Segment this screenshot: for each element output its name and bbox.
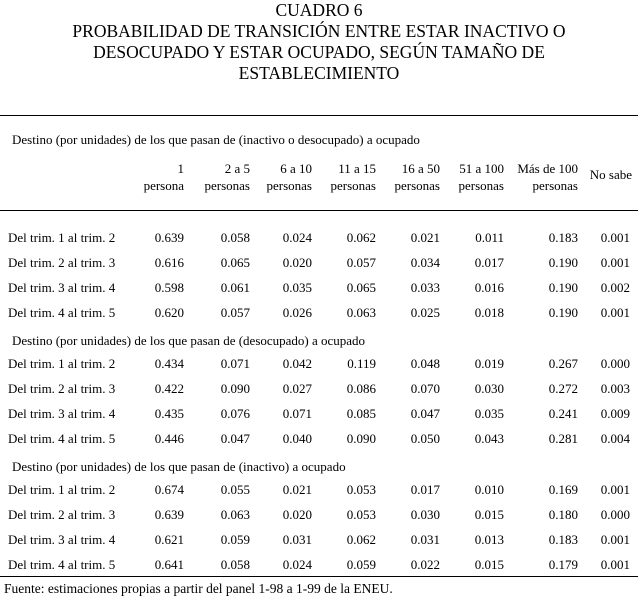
- table-cell: 0.241: [548, 406, 578, 421]
- row-label: Del trim. 3 al trim. 4: [8, 406, 116, 421]
- table-cell: 0.020: [282, 255, 312, 270]
- table-cell: 0.446: [154, 431, 184, 446]
- table-cell: 0.024: [282, 557, 312, 572]
- table-cell: 0.009: [600, 406, 630, 421]
- title-line-2: PROBABILIDAD DE TRANSICIÓN ENTRE ESTAR INACTIVO O: [72, 21, 566, 41]
- table-cell: 0.183: [548, 532, 578, 547]
- table-cell: 0.190: [548, 305, 578, 320]
- section-label-1: Destino (por unidades) de los que pasan de (inactivo o desocupado) a ocupado: [12, 132, 420, 147]
- column-header-5: 16 a 50 personas: [394, 161, 440, 193]
- table-cell: 0.053: [346, 482, 376, 497]
- table-cell: 0.090: [220, 381, 250, 396]
- table-cell: 0.616: [154, 255, 184, 270]
- table-cell: 0.086: [346, 381, 376, 396]
- table-cell: 0.639: [154, 507, 184, 522]
- column-header-4: 11 a 15 personas: [330, 161, 376, 193]
- table-cell: 0.047: [220, 431, 250, 446]
- table-cell: 0.047: [410, 406, 440, 421]
- table-cell: 0.002: [600, 280, 630, 295]
- table-cell: 0.050: [410, 431, 440, 446]
- table-cell: 0.024: [282, 230, 312, 245]
- table-cell: 0.004: [600, 431, 630, 446]
- row-label: Del trim. 4 al trim. 5: [8, 557, 116, 572]
- table-cell: 0.000: [600, 356, 630, 371]
- column-header-8: No sabe: [589, 167, 632, 182]
- table-cell: 0.001: [600, 482, 630, 497]
- table-cell: 0.048: [410, 356, 440, 371]
- table-cell: 0.281: [548, 431, 578, 446]
- table-cell: 0.065: [220, 255, 250, 270]
- table-cell: 0.061: [220, 280, 250, 295]
- table-cell: 0.030: [474, 381, 504, 396]
- table-cell: 0.020: [282, 507, 312, 522]
- bottom-rule: [0, 576, 638, 577]
- table-cell: 0.180: [548, 507, 578, 522]
- table-cell: 0.641: [154, 557, 184, 572]
- row-label: Del trim. 2 al trim. 3: [8, 255, 116, 270]
- table-cell: 0.059: [346, 557, 376, 572]
- table-cell: 0.025: [410, 305, 440, 320]
- table-cell: 0.179: [548, 557, 578, 572]
- table-cell: 0.015: [474, 557, 504, 572]
- table-cell: 0.053: [346, 507, 376, 522]
- table-cell: 0.040: [282, 431, 312, 446]
- table-cell: 0.030: [410, 507, 440, 522]
- row-label: Del trim. 2 al trim. 3: [8, 507, 116, 522]
- table-cell: 0.063: [346, 305, 376, 320]
- table-cell: 0.062: [346, 532, 376, 547]
- table-cell: 0.435: [154, 406, 184, 421]
- table-cell: 0.001: [600, 230, 630, 245]
- title-line-3: DESOCUPADO Y ESTAR OCUPADO, SEGÚN TAMAÑO DE: [93, 42, 545, 62]
- row-label: Del trim. 4 al trim. 5: [8, 305, 116, 320]
- table-cell: 0.018: [474, 305, 504, 320]
- section-label-2: Destino (por unidades) de los que pasan de (desocupado) a ocupado: [12, 333, 366, 348]
- table-cell: 0.190: [548, 280, 578, 295]
- row-label: Del trim. 1 al trim. 2: [8, 230, 116, 245]
- table-cell: 0.621: [154, 532, 184, 547]
- table-cell: 0.434: [154, 356, 184, 371]
- table-cell: 0.011: [475, 230, 504, 245]
- table-cell: 0.026: [282, 305, 312, 320]
- column-header-6: 51 a 100 personas: [458, 161, 504, 193]
- table-cell: 0.090: [346, 431, 376, 446]
- table-cell: 0.639: [154, 230, 184, 245]
- column-header-1: 1 persona: [143, 161, 184, 193]
- table-cell: 0.598: [154, 280, 184, 295]
- table-cell: 0.031: [410, 532, 440, 547]
- table-cell: 0.169: [548, 482, 578, 497]
- table-cell: 0.031: [282, 532, 312, 547]
- table-cell: 0.272: [548, 381, 578, 396]
- table-cell: 0.058: [220, 557, 250, 572]
- table-cell: 0.016: [474, 280, 504, 295]
- table-cell: 0.620: [154, 305, 184, 320]
- table-cell: 0.062: [346, 230, 376, 245]
- table-cell: 0.017: [474, 255, 504, 270]
- table-cell: 0.003: [600, 381, 630, 396]
- row-label: Del trim. 1 al trim. 2: [8, 356, 116, 371]
- table-cell: 0.001: [600, 305, 630, 320]
- column-header-2: 2 a 5 personas: [204, 161, 250, 193]
- table-cell: 0.019: [474, 356, 504, 371]
- table-cell: 0.021: [410, 230, 440, 245]
- table-cell: 0.017: [410, 482, 440, 497]
- title-line-1: CUADRO 6: [275, 0, 363, 20]
- header-rule: [0, 210, 638, 211]
- source-note: Fuente: estimaciones propias a partir del panel 1-98 a 1-99 de la ENEU.: [4, 581, 393, 596]
- table-cell: 0.027: [282, 381, 312, 396]
- column-header-3: 6 a 10 personas: [266, 161, 312, 193]
- table-cell: 0.119: [347, 356, 376, 371]
- table-cell: 0.071: [220, 356, 250, 371]
- row-label: Del trim. 2 al trim. 3: [8, 381, 116, 396]
- row-label: Del trim. 1 al trim. 2: [8, 482, 116, 497]
- top-rule: [0, 115, 638, 116]
- table-cell: 0.674: [154, 482, 184, 497]
- table-cell: 0.058: [220, 230, 250, 245]
- table-cell: 0.035: [282, 280, 312, 295]
- section-label-3: Destino (por unidades) de los que pasan de (inactivo) a ocupado: [12, 459, 346, 474]
- title-line-4: ESTABLECIMIENTO: [238, 63, 400, 83]
- table-cell: 0.190: [548, 255, 578, 270]
- table-cell: 0.063: [220, 507, 250, 522]
- row-label: Del trim. 3 al trim. 4: [8, 532, 116, 547]
- table-cell: 0.035: [474, 406, 504, 421]
- table-cell: 0.033: [410, 280, 440, 295]
- column-header-7: Más de 100 personas: [517, 161, 578, 193]
- table-cell: 0.013: [474, 532, 504, 547]
- table-cell: 0.057: [346, 255, 376, 270]
- row-label: Del trim. 3 al trim. 4: [8, 280, 116, 295]
- table-cell: 0.422: [154, 381, 184, 396]
- table-cell: 0.021: [282, 482, 312, 497]
- table-cell: 0.022: [410, 557, 440, 572]
- table-cell: 0.059: [220, 532, 250, 547]
- table-cell: 0.085: [346, 406, 376, 421]
- row-label: Del trim. 4 al trim. 5: [8, 431, 116, 446]
- table-title: [0, 0, 638, 84]
- table-cell: 0.001: [600, 557, 630, 572]
- table-cell: 0.070: [410, 381, 440, 396]
- table-cell: 0.071: [282, 406, 312, 421]
- table-cell: 0.055: [220, 482, 250, 497]
- table-cell: 0.001: [600, 255, 630, 270]
- table-cell: 0.076: [220, 406, 250, 421]
- table-cell: 0.000: [600, 507, 630, 522]
- table-cell: 0.183: [548, 230, 578, 245]
- table-cell: 0.042: [282, 356, 312, 371]
- table-cell: 0.057: [220, 305, 250, 320]
- table-cell: 0.043: [474, 431, 504, 446]
- table-cell: 0.001: [600, 532, 630, 547]
- table-cell: 0.034: [410, 255, 440, 270]
- table-cell: 0.015: [474, 507, 504, 522]
- table-cell: 0.010: [474, 482, 504, 497]
- table-cell: 0.065: [346, 280, 376, 295]
- table-cell: 0.267: [548, 356, 578, 371]
